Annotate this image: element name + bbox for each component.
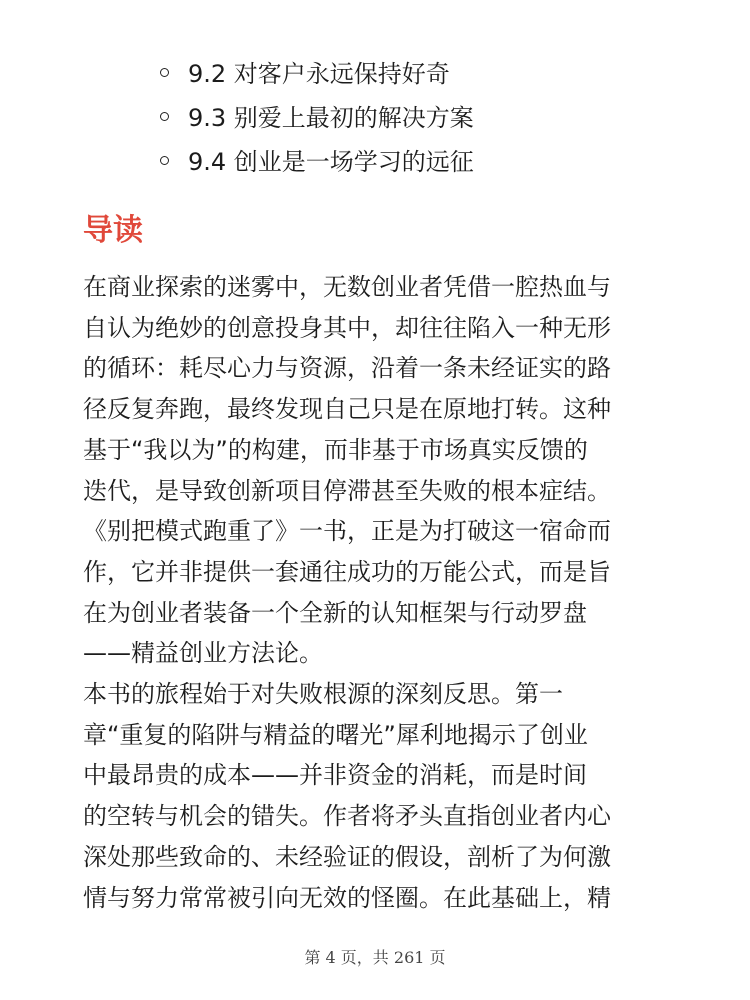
text-line: 作，它并非提供一套通往成功的万能公式，而是旨 xyxy=(83,557,611,586)
section-heading: 导读 xyxy=(83,213,143,248)
text-line: ——精益创业方法论。 xyxy=(83,639,323,668)
body-paragraph xyxy=(83,267,673,674)
text-line: 在商业探索的迷雾中，无数创业者凭借一腔热血与 xyxy=(83,273,611,301)
text-line: 中最昂贵的成本——并非资金的消耗，而是时间 xyxy=(83,761,587,790)
page-number-footer: 第 4 页，共 261 页 xyxy=(304,948,446,967)
text-line: 径反复奔跑，最终发现自己只是在原地打转。这种 xyxy=(83,395,611,424)
hollow-circle-bullet-icon xyxy=(160,112,169,121)
hollow-circle-bullet-icon xyxy=(160,156,169,165)
text-line: 在为创业者装备一个全新的认知框架与行动罗盘 xyxy=(83,598,587,627)
toc-item-label: 9.3 别爱上最初的解决方案 xyxy=(188,104,474,132)
toc-item-label: 9.2 对客户永远保持好奇 xyxy=(188,60,450,88)
text-line: 迭代，是导致创新项目停滞甚至失败的根本症结。 xyxy=(83,476,611,505)
text-line: 自认为绝妙的创意投身其中，却往往陷入一种无形 xyxy=(83,313,611,342)
text-line: 章“重复的陷阱与精益的曙光”犀利地揭示了创业 xyxy=(83,720,588,749)
text-line: 深处那些致命的、未经验证的假设，剖析了为何激 xyxy=(83,842,611,871)
toc-item[interactable] xyxy=(0,140,750,184)
toc-list xyxy=(0,52,750,184)
text-line: 本书的旅程始于对失败根源的深刻反思。第一 xyxy=(83,680,563,708)
toc-item-label: 9.4 创业是一场学习的远征 xyxy=(188,148,474,176)
toc-item[interactable] xyxy=(0,96,750,140)
text-line: 的循环：耗尽心力与资源，沿着一条未经证实的路 xyxy=(83,354,611,383)
hollow-circle-bullet-icon xyxy=(160,68,169,77)
toc-item[interactable] xyxy=(0,52,750,96)
body-paragraph xyxy=(83,674,673,918)
text-line: 基于“我以为”的构建，而非基于市场真实反馈的 xyxy=(83,435,588,464)
text-line: 情与努力常常被引向无效的怪圈。在此基础上，精 xyxy=(83,883,611,912)
text-line: 的空转与机会的错失。作者将矛头直指创业者内心 xyxy=(83,802,611,831)
text-line: 《别把模式跑重了》一书，正是为打破这一宿命而 xyxy=(83,517,611,546)
